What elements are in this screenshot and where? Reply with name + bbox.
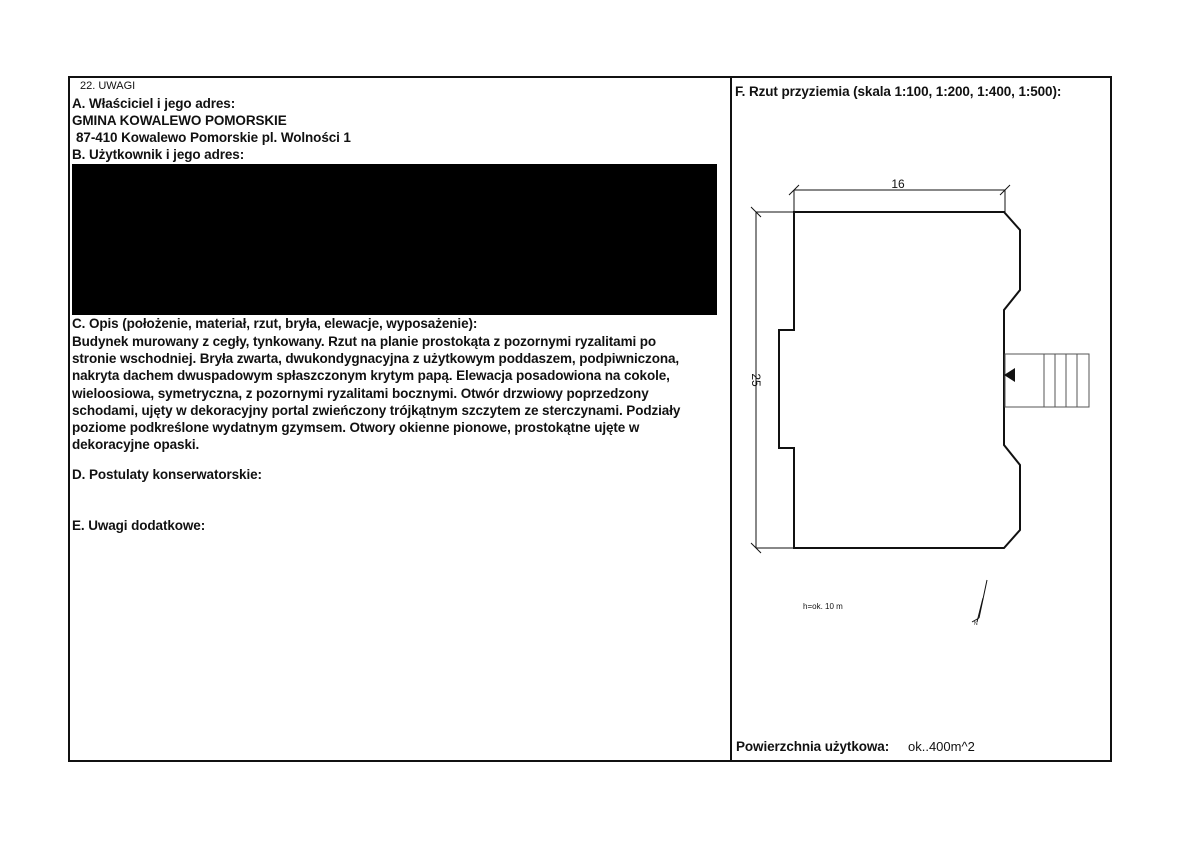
description-line: wieloosiowa, symetryczna, z pozornymi ryzalitami bocznymi. Otwór drzwiowy poprzedzony	[72, 385, 649, 401]
description-line: Budynek murowany z cegły, tynkowany. Rzut na planie prostokąta z pozornymi ryzalitami po	[72, 334, 657, 349]
area-value: ok..400m^2	[908, 739, 975, 754]
user-heading: B. Użytkownik i jego adres:	[72, 147, 245, 162]
north-label: N	[974, 621, 978, 627]
area-label: Powierzchnia użytkowa:	[736, 739, 890, 754]
height-note: h=ok. 10 m	[803, 602, 843, 611]
width-label: 16	[891, 177, 905, 191]
entrance-stairs	[1005, 354, 1089, 407]
section-number: 22. UWAGI	[80, 80, 136, 92]
owner-address: 87-410 Kowalewo Pomorskie pl. Wolności 1	[76, 130, 351, 145]
entrance-arrow-icon	[1004, 368, 1015, 382]
length-label: 25	[749, 373, 763, 387]
description-line: schodami, ujęty w dekoracyjny portal zwieńczony trójkątnym szczytem ze sterczynami. Podziały	[72, 402, 681, 418]
owner-name: GMINA KOWALEWO POMORSKIE	[72, 113, 287, 128]
description-line: stronie wschodniej. Bryła zwarta, dwukondygnacyjna z użytkowym poddaszem, podpiwniczona,	[72, 351, 680, 367]
north-arrow-shaft	[977, 598, 983, 622]
owner-heading: A. Właściciel i jego adres:	[72, 96, 236, 111]
description-line: poziome podkreślone wydatnym gzymsem. Otwory okienne pionowe, prostokątne ujęte w	[72, 420, 640, 436]
description-heading: C. Opis (położenie, materiał, rzut, bryła, elewacje, wyposażenie):	[72, 316, 478, 331]
conservation-heading: D. Postulaty konserwatorskie:	[72, 467, 262, 482]
building-outline	[779, 212, 1020, 548]
description-line: nakryta dachem dwuspadowym spłaszczonym krytym papą. Elewacja posadowiona na cokole,	[72, 368, 670, 384]
description-line: dekoracyjne opaski.	[72, 437, 200, 453]
plan-heading: F. Rzut przyziemia (skala 1:100, 1:200, 1:400, 1:500):	[735, 84, 1062, 99]
remarks-heading: E. Uwagi dodatkowe:	[72, 518, 206, 533]
